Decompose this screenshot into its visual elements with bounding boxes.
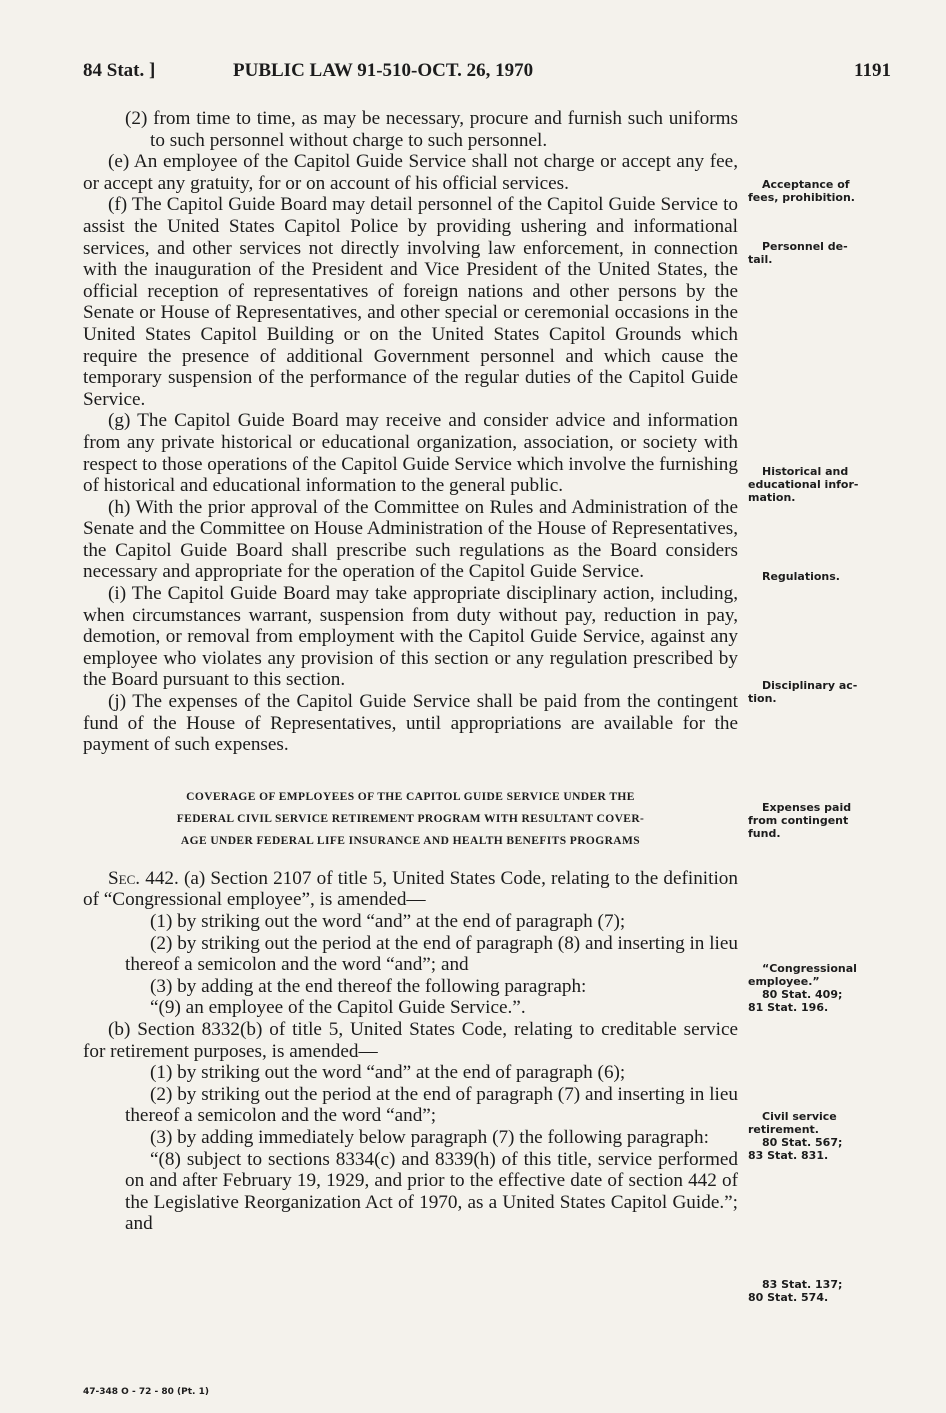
margin-note-line: from contingent — [748, 814, 849, 827]
heading-line-1: COVERAGE OF EMPLOYEES OF THE CAPITOL GUIDE SERVICE UNDER THE — [186, 790, 635, 803]
margin-note-line: 81 Stat. 196. — [748, 1001, 829, 1014]
section-label: Sec. 442. — [108, 867, 179, 889]
margin-note-line: fund. — [748, 827, 781, 840]
margin-note-disciplinary — [748, 679, 868, 705]
paragraph-e: (e) An employee of the Capitol Guide Service shall not charge or accept any fee, or accept any gratuity, for or on account of his official services. — [83, 151, 738, 194]
page-body — [83, 108, 738, 1235]
paragraph-j: (j) The expenses of the Capitol Guide Service shall be paid from the contingent fund of the House of Representatives, until appropriations are available for the payment of such expenses. — [83, 691, 738, 756]
margin-note-line: 80 Stat. 409; — [762, 988, 843, 1001]
margin-note-line: Personnel de- — [762, 240, 848, 253]
margin-note-civil-service — [748, 1110, 868, 1162]
section-a-item-2: (2) by striking out the period at the end of paragraph (8) and inserting in lieu thereof a semicolon and the word “and”; and — [125, 932, 738, 976]
section-a-item-3-quote: “(9) an employee of the Capitol Guide Service.”. — [150, 997, 526, 1019]
margin-note-line: Historical and — [762, 465, 849, 478]
margin-note-line: Disciplinary ac- — [762, 679, 858, 692]
margin-note-line: 80 Stat. 567; — [762, 1136, 843, 1149]
paragraph-e2: (2) from time to time, as may be necessary, procure and furnish such uniforms to such personnel without charge to such personnel. — [125, 108, 738, 151]
section-b: (b) Section 8332(b) of title 5, United States Code, relating to creditable service for retirement purposes, is amended— — [83, 1018, 738, 1062]
margin-note-line: employee.” — [748, 975, 820, 988]
paragraph-g: (g) The Capitol Guide Board may receive and consider advice and information from any private historical or educational organization, association, or society with respect to those operations of the Capitol Guide Service which involve the furnishing of historical and educational information to the general public. — [83, 410, 738, 497]
heading-line-2: FEDERAL CIVIL SERVICE RETIREMENT PROGRAM WITH RESULTANT COVER- — [176, 812, 645, 825]
page-number: 1191 — [854, 60, 891, 81]
margin-note-line: Acceptance of — [762, 178, 850, 191]
paragraph-f: (f) The Capitol Guide Board may detail personnel of the Capitol Guide Service to assist the United States Capitol Police by providing ushering and informational services, and other services not directly involving law enforcement, in connection with the inauguration of the President and Vice President of the United States, the official reception of representatives of foreign nations and other persons by the Senate or House of Representatives, and other special or ceremonial occasions in the United States Capitol Building or on the United States Capitol Grounds which require the presence of additional Government personnel and which cause the temporary suspension of the performance of the regular duties of the Capitol Guide Service. — [83, 194, 738, 410]
margin-note-line: Regulations. — [762, 570, 840, 583]
margin-note-detail — [748, 240, 868, 266]
section-a-text: (a) Section 2107 of title 5, United States Code, relating to the definition of “Congressional employee”, is amended— — [83, 867, 738, 911]
margin-note-line: 83 Stat. 137; — [762, 1278, 843, 1291]
margin-note-expenses — [748, 801, 868, 840]
margin-note-line: 80 Stat. 574. — [748, 1291, 829, 1304]
heading-line-3: AGE UNDER FEDERAL LIFE INSURANCE AND HEALTH BENEFITS PROGRAMS — [180, 834, 641, 847]
paragraph-i: (i) The Capitol Guide Board may take appropriate disciplinary action, including, when circumstances warrant, suspension from duty without pay, reduction in pay, demotion, or removal from employment with the Capitol Guide Service, against any employee who violates any provision of this section or any regulation prescribed by the Board pursuant to this section. — [83, 583, 738, 691]
margin-note-line: educational infor- — [748, 478, 859, 491]
margin-note-historical — [748, 465, 868, 504]
margin-note-line: Civil service — [762, 1110, 837, 1123]
margin-note-line: retirement. — [748, 1123, 819, 1136]
section-442-a — [83, 868, 738, 911]
margin-note-line: tion. — [748, 692, 777, 705]
section-a-item-3: (3) by adding at the end thereof the following paragraph: — [150, 975, 587, 997]
paragraph-h: (h) With the prior approval of the Committee on Rules and Administration of the Senate and the Committee on House Administration of the House of Representatives, the Capitol Guide Board shall prescribe such regulations as the Board considers necessary and appropriate for the operation of the Capitol Guide Service. — [83, 496, 738, 583]
header-title: PUBLIC LAW 91-510-OCT. 26, 1970 — [233, 60, 534, 81]
margin-note-regulations — [748, 570, 868, 583]
section-a-item-1: (1) by striking out the word “and” at the end of paragraph (7); — [150, 911, 626, 932]
margin-note-line: Expenses paid — [762, 801, 852, 814]
margin-note-stat-refs — [748, 1278, 868, 1304]
margin-note-line: 83 Stat. 831. — [748, 1149, 829, 1162]
margin-note-line: mation. — [748, 491, 796, 504]
section-b-item-2: (2) by striking out the period at the end of paragraph (7) and inserting in lieu thereof a semicolon and the word “and”; — [125, 1083, 738, 1127]
section-b-item-3-quote: “(8) subject to sections 8334(c) and 8339(h) of this title, service performed on and after February 19, 1929, and prior to the effective date of section 442 of the Legislative Reorganization Act of 1970, as a United States Capitol Guide.”; and — [125, 1148, 738, 1235]
margin-note-fees — [748, 178, 868, 204]
margin-note-line: tail. — [748, 253, 773, 266]
section-b-item-3: (3) by adding immediately below paragraph (7) the following paragraph: — [150, 1126, 709, 1148]
page-header — [83, 60, 891, 90]
printer-footer: 47-348 O - 72 - 80 (Pt. 1) — [83, 1387, 209, 1397]
margin-note-congressional — [748, 962, 868, 1014]
margin-note-line: fees, prohibition. — [748, 191, 855, 204]
header-stat-volume: 84 Stat. ] — [83, 60, 156, 81]
section-heading — [83, 786, 738, 852]
section-b-item-1: (1) by striking out the word “and” at the end of paragraph (6); — [150, 1062, 626, 1084]
margin-note-line: “Congressional — [762, 962, 857, 975]
